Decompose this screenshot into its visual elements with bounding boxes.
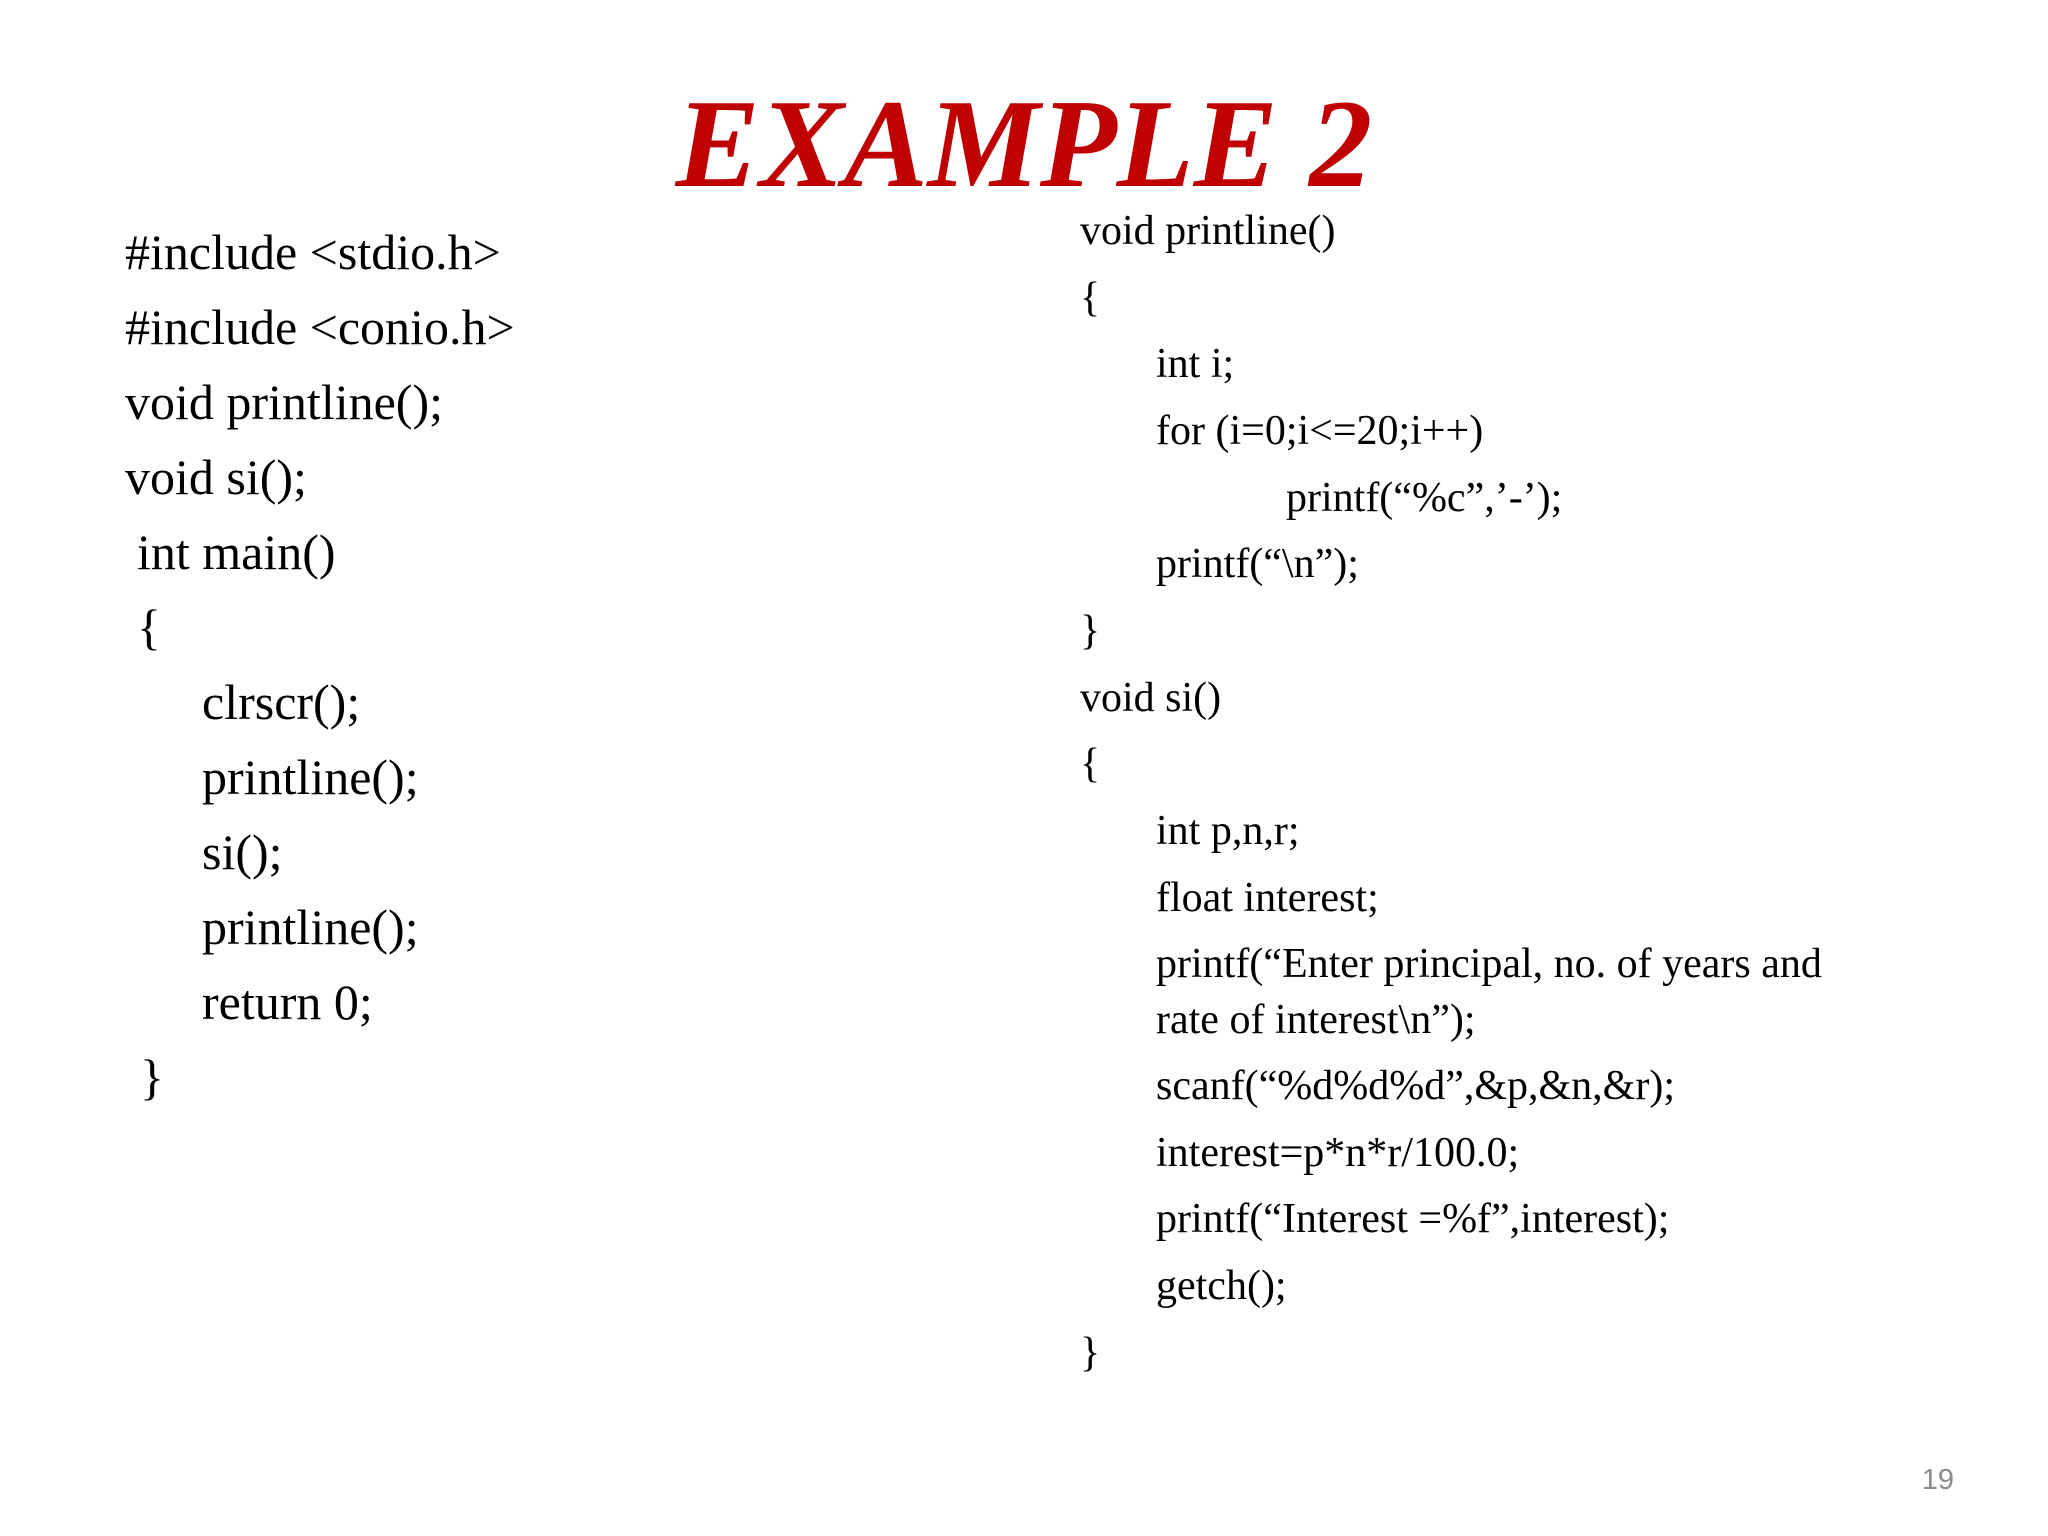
code-line: float interest; — [1156, 875, 1379, 921]
code-line: getch(); — [1156, 1263, 1287, 1309]
code-line: int i; — [1156, 341, 1235, 387]
code-line: #include <stdio.h> — [125, 224, 501, 280]
code-line: printline(); — [202, 899, 419, 955]
code-line: scanf(“%d%d%d”,&p,&n,&r); — [1156, 1063, 1675, 1109]
code-line: } — [1080, 1330, 1101, 1376]
code-line: int p,n,r; — [1156, 808, 1300, 854]
code-line: rate of interest\n”); — [1156, 997, 1476, 1043]
code-line: interest=p*n*r/100.0; — [1156, 1130, 1520, 1176]
code-line: printline(); — [202, 749, 419, 805]
slide-title: EXAMPLE 2 — [675, 75, 1373, 214]
code-line: printf(“Enter principal, no. of years and — [1156, 941, 1822, 987]
code-line: void si(); — [125, 449, 307, 505]
code-line: clrscr(); — [202, 674, 361, 730]
code-line: printf(“%c”,’-’); — [1286, 475, 1563, 521]
code-line: #include <conio.h> — [125, 299, 515, 355]
code-line: } — [1080, 608, 1101, 654]
code-line: int main() — [137, 524, 336, 580]
code-line: { — [137, 599, 161, 655]
code-line: si(); — [202, 824, 283, 880]
code-line: } — [140, 1049, 164, 1105]
code-line: void printline() — [1080, 208, 1336, 254]
code-line: printf(“\n”); — [1156, 541, 1359, 587]
code-line: for (i=0;i<=20;i++) — [1156, 408, 1484, 454]
code-line: return 0; — [202, 974, 373, 1030]
page-number: 19 — [1921, 1464, 1954, 1496]
code-line: void printline(); — [125, 374, 443, 430]
code-line: void si() — [1080, 675, 1222, 721]
code-line: printf(“Interest =%f”,interest); — [1156, 1196, 1670, 1242]
code-line: { — [1080, 275, 1101, 321]
code-line: { — [1080, 741, 1101, 787]
